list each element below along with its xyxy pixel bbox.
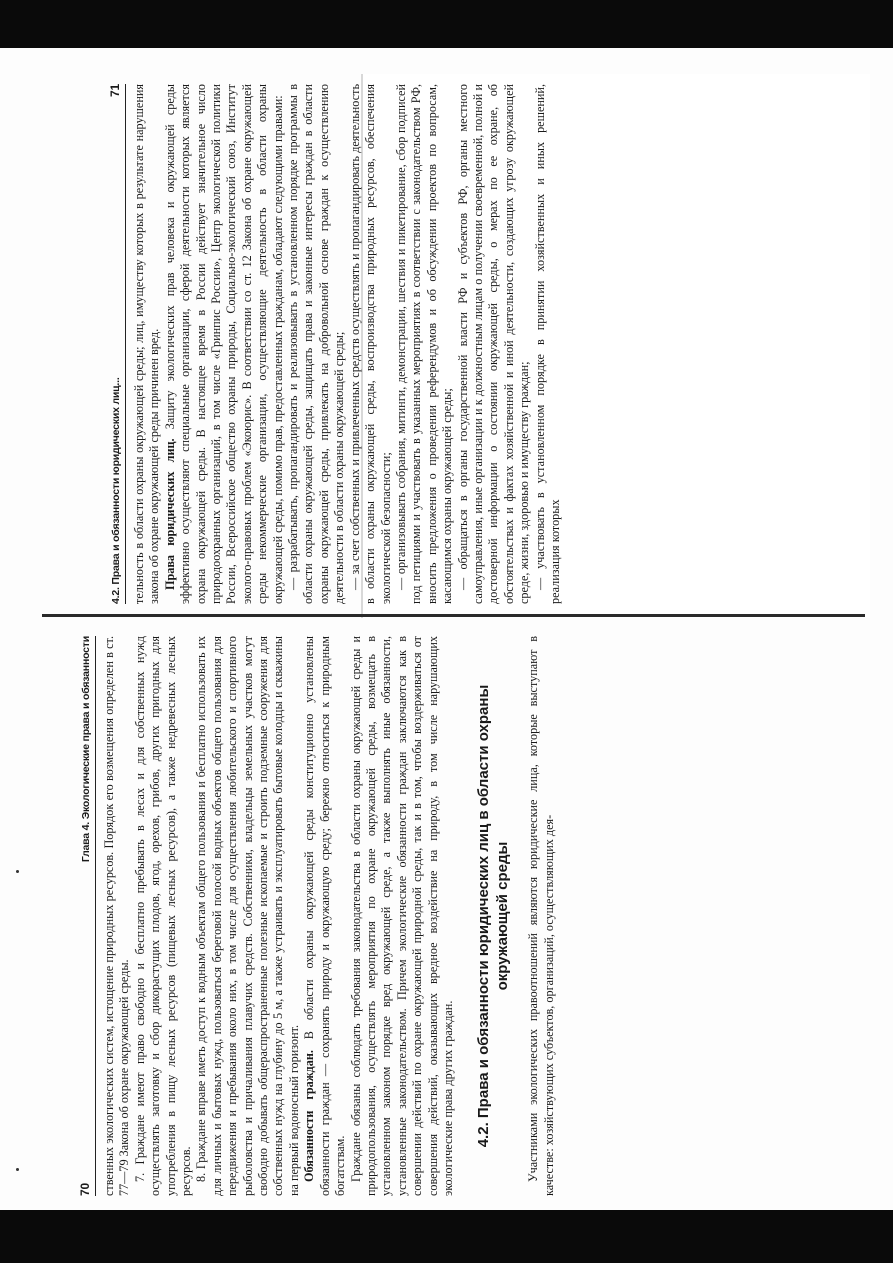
page-number-71: 71 [108,84,122,97]
running-header-71 [108,84,126,604]
rights-lead: Права юридических лиц. [162,438,177,590]
running-header-70 [78,636,96,1196]
paragraph: тельность в области охраны окружающей среды; лиц, имуществу которых в результате нарушения закона об охране окружающей среды причинен вред. [132,84,162,604]
rights-text: Защиту экологических прав человека и окружающей среды эффективно осуществляют специальные организации, сферой деятельности которых является охрана окружающей среды. В настоящее время в России действует значительное число природоохранных организаций, в том числе «Гринпис России», Центр экологической политики России, Всероссийское общество охраны природы, Социально-экологический союз, Институт эколого-правовых проблем «Экоюрис». В соответствии со ст. 12 Закона об охране окружающей среды некоммерческие организации, осуществляющие деятельность в области охраны окружающей среды, помимо прав, предоставленных гражданам, обладают следующими правами: [162,84,285,604]
paragraph: 7. Граждане имеют право свободно и бесплатно пребывать в лесах и для собственных нужд осуществлять заготовку и сбор дикорастущих плодов, ягод, орехов, грибов, других пригодных для употребления в пищу лесных ресурсов (пищевых лесных ресурсов), а также недревесных лесных ресурсов. [132,636,194,1196]
paragraph: 8. Граждане вправе иметь доступ к водным объектам общего пользования и бесплатно использовать их для личных и бытовых нужд, пользоваться береговой полосой водных объектов общего пользования для передвижения и пребывания около них, в том числе для осуществления любительского и спортивного рыболовства и причаливания плавучих средств. Собственники, владельцы земельных участков могут свободно добывать общераспространенные полезные ископаемые и строить подземные сооружения для собственных нужд на глубину до 5 м, а также устраивать и эксплуатировать бытовые колодцы и скважины на первый водоносный горизонт. [194,636,301,1196]
page-70-body [102,636,456,1196]
paragraph: Граждане обязаны соблюдать требования законодательства в области охраны окружающей среды и природопользования, осуществлять мероприятия по охране окружающей среды, возмещать в установленном законом порядке вред окружающей среде, а также выполнять иные обязанности, установленные законодательством. Причем экологические обязанности граждан заключаются как в совершении действий по охране окружающей природной среды, так и в том, чтобы воздерживаться от совершения действий, оказывающих вредное воздействие на природу, в том числе нарушающих экологические права других граждан. [348,636,455,1196]
scan-top-border [0,0,893,48]
list-item: — за счет собственных и привлеченных средств осуществлять и пропагандировать деятельность в области охраны окружающей среды, воспроизводства природных ресурсов, обеспечения экологической безопасности; [347,84,393,604]
paragraph: ственных экологических систем, истощение природных ресурсов. Порядок его возмещения определен в ст. 77—79 Закона об охране окружающей среды. [102,636,132,1196]
duty-text: В области охраны окружающей среды конституционно установлены обязанности граждан — сохранять природу и окружающую среду; бережно относиться к природным богатствам. [302,636,348,1196]
scan-bottom-border [0,1210,893,1263]
paragraph: Участниками экологических правоотношений являются юридические лица, которые выступают в качестве: хозяйствующих субъектов, организаций, осуществляющих дея- [526,636,556,1196]
list-item: — обращаться в органы государственной власти РФ и субъектов РФ, органы местного самоуправления, иные организации и к должностным лицам о получении своевременной, полной и достоверной информации о состоянии окружающей среды, о мерах по ее охране, об обстоятельствах и фактах хозяйственной и иной деятельности, создающих угрозу окружающей среде, жизни, здоровью и имуществу граждан; [455,84,532,604]
list-item: — участвовать в установленном порядке в принятии хозяйственных и иных решений, реализация которых [532,84,562,604]
section-intro-block [526,636,557,1196]
book-page-70 [78,636,820,1196]
section-heading: 4.2. Права и обязанности юридических лиц в области охраны окружающей среды [475,684,512,1148]
book-spine-fold [42,614,865,617]
rights-paragraph [163,84,286,604]
book-page-71 [108,84,808,604]
page-71-body [132,84,563,604]
scan-speck [16,870,19,873]
duty-paragraph [302,636,348,1196]
chapter-header: Глава 4. Экологические права и обязанности [80,636,92,863]
scan-speck [16,1168,19,1171]
list-item: — организовывать собрания, митинги, демонстрации, шествия и пикетирование, сбор подписей под петициями и участвовать в указанных мероприятиях в соответствии с законодательством РФ, вносить предложения о проведении референдумов и об обсуждении проектов по вопросам, касающимся охраны окружающей среды; [393,84,455,604]
duty-lead: Обязанности граждан. [302,1050,317,1182]
page-number-70: 70 [78,1183,92,1196]
list-item: — разрабатывать, пропагандировать и реализовывать в установленном порядке программы в области охраны окружающей среды, защищать права и законные интересы граждан в области охраны окружающей среды, привлекать на добровольной основе граждан к осуществлению деятельности в области охраны окружающей среды; [286,84,347,604]
section-header: 4.2. Права и обязанности юридических лиц... [110,377,122,604]
